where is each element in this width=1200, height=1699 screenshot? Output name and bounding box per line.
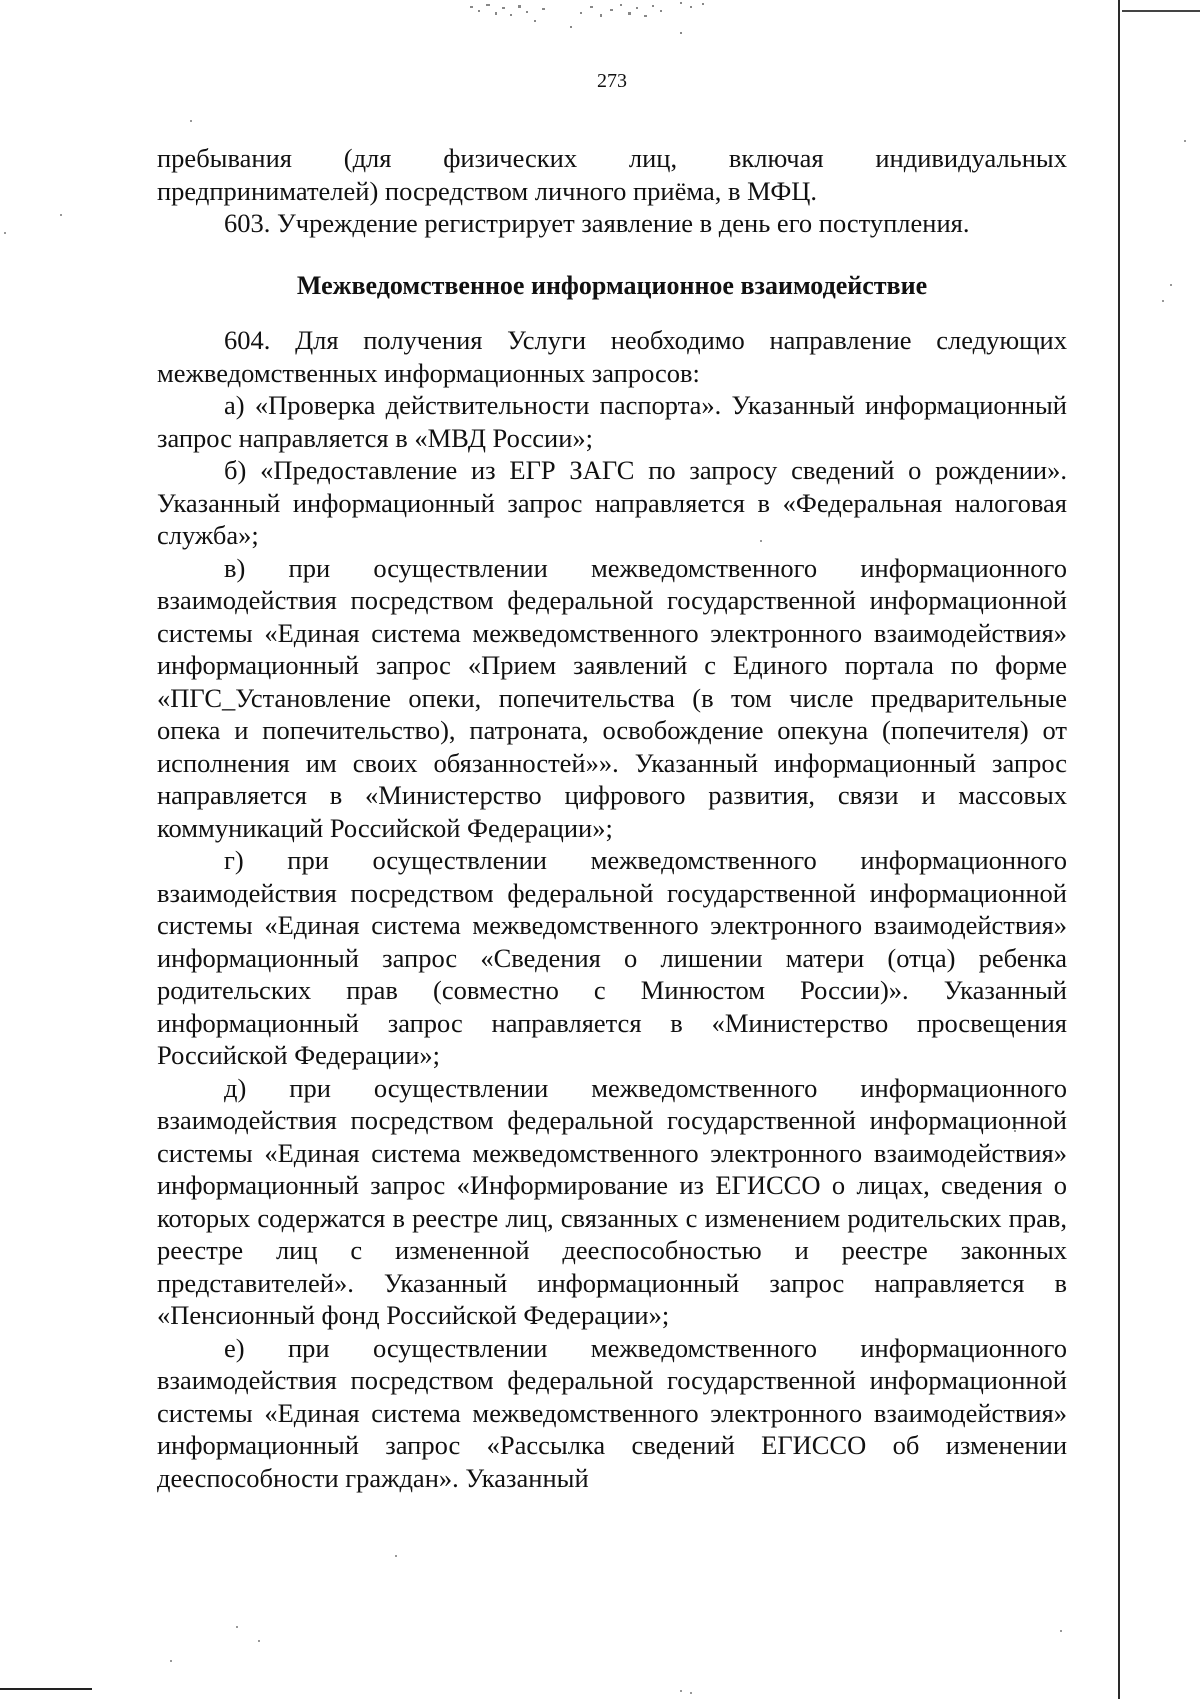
scan-edge-line [1118,0,1120,1699]
paragraph-continuation: пребывания (для физических лиц, включая индивидуальных предпринимателей) посредством личного приёма, в МФЦ. [157,143,1067,206]
document-body [157,142,1067,1494]
scan-edge-tick-bottom [0,1688,92,1690]
list-item-v: в) при осуществлении межведомственного информационного взаимодействия посредством федеральной государственной информационной системы «Единая система межведомственного электронного взаимодействия» информационный запрос «Прием заявлений с Единого портала по форме «ПГС_Установление опеки, попечительства (в том числе предварительные опека и попечительство), патроната, освобождение опекуна (попечителя) от исполнения им своих обязанностей»». Указанный информационный запрос направляется в «Министерство цифрового развития, связи и массовых коммуникаций Российской Федерации»; [157,552,1067,843]
list-item-a: а) «Проверка действительности паспорта». Указанный информационный запрос направляется в «МВД России»; [157,390,1067,453]
list-item-b: б) «Предоставление из ЕГР ЗАГС по запросу сведений о рождении». Указанный информационный запрос направляется в «Федеральная налоговая служба»; [157,455,1067,550]
scan-noise-marks [440,0,770,40]
paragraph-604: 604. Для получения Услуги необходимо направление следующих межведомственных информационных запросов: [157,325,1067,388]
list-item-d: д) при осуществлении межведомственного информационного взаимодействия посредством федеральной государственной информационной системы «Единая система межведомственного электронного взаимодействия» информационный запрос «Информирование из ЕГИССО о лицах, сведения о которых содержатся в реестре лиц, связанных с изменением родительских прав, реестре лиц с измененной дееспособностью и реестре законных представителей». Указанный информационный запрос направляется в «Пенсионный фонд Российской Федерации»; [157,1072,1067,1330]
section-heading: Межведомственное информационное взаимодействие [296,270,928,300]
paragraph-603: 603. Учреждение регистрирует заявление в день его поступления. [224,208,970,238]
scan-edge-tick [1122,10,1200,12]
list-item-e: е) при осуществлении межведомственного информационного взаимодействия посредством федеральной государственной информационной системы «Единая система межведомственного электронного взаимодействия» информационный запрос «Рассылка сведений ЕГИССО об изменении дееспособности граждан». Указанный [157,1332,1067,1493]
list-item-g: г) при осуществлении межведомственного информационного взаимодействия посредством федеральной государственной информационной системы «Единая система межведомственного электронного взаимодействия» информационный запрос «Сведения о лишении матери (отца) ребенка родительских прав (совместно с Минюстом России)». Указанный информационный запрос направляется в «Министерство просвещения Российской Федерации»; [157,845,1067,1070]
page-number: 273 [597,70,627,92]
